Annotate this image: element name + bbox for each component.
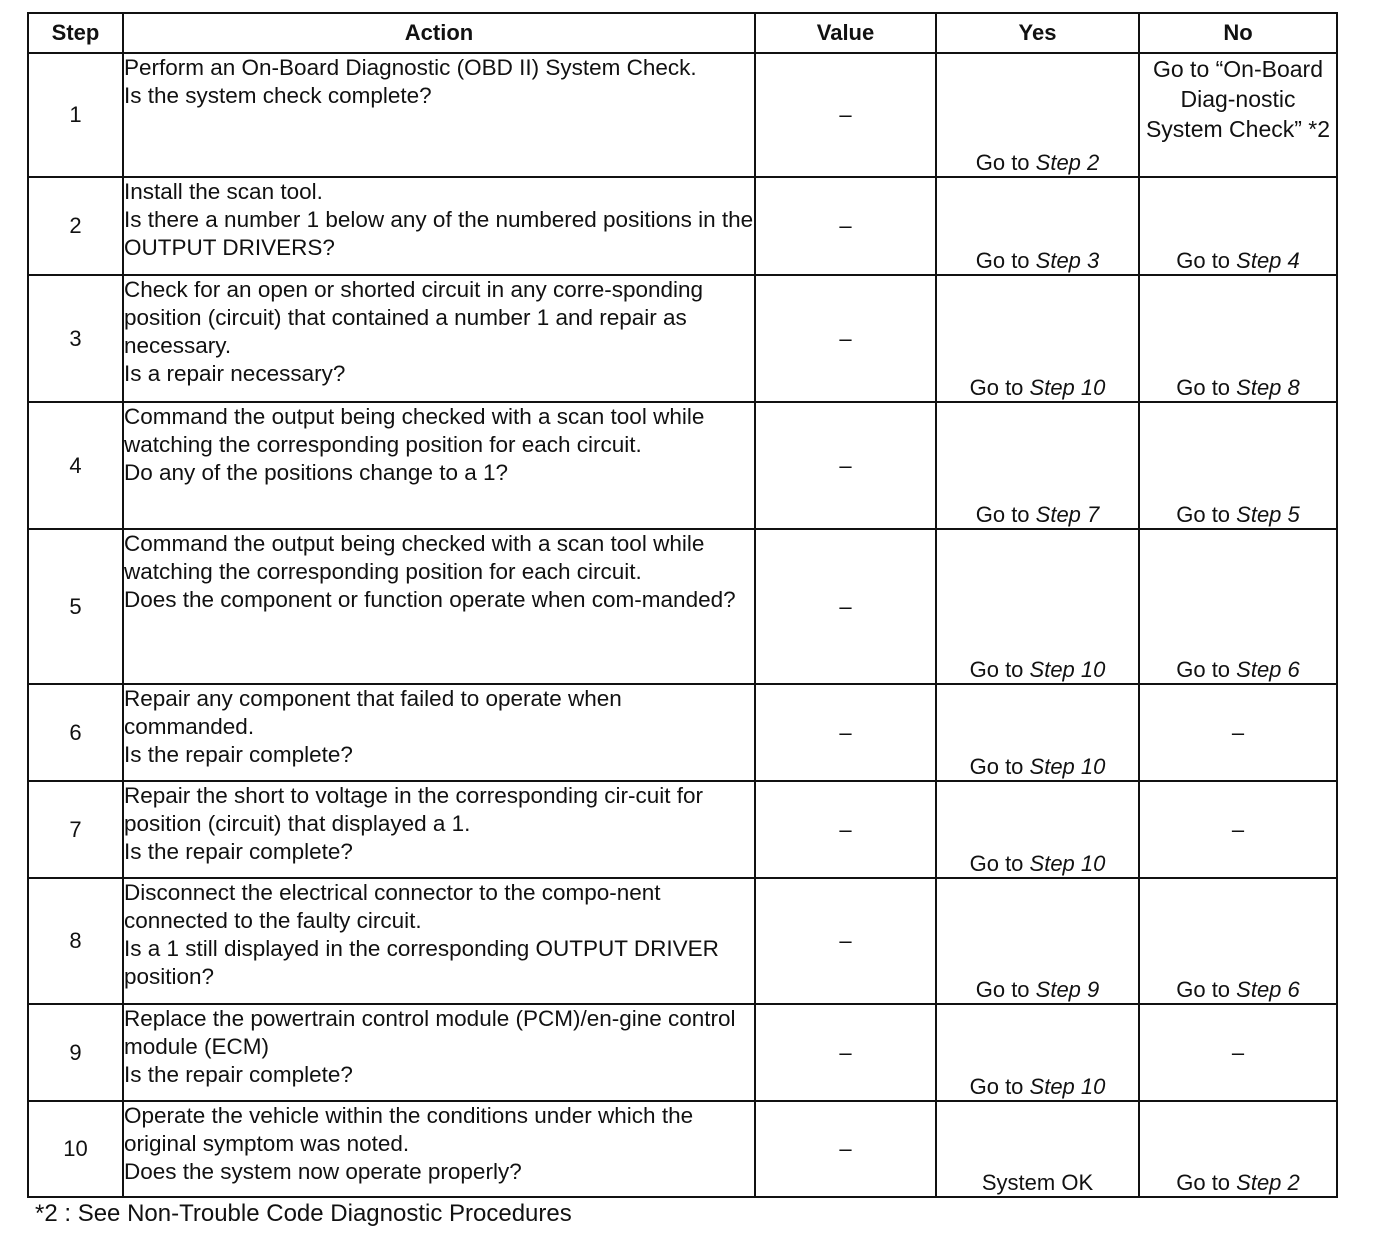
no-text: – [1231, 719, 1245, 745]
yes-cell [936, 177, 1139, 275]
action-line: Do any of the positions change to a 1? [124, 460, 509, 485]
action-cell [123, 177, 755, 275]
yes-cell [936, 275, 1139, 402]
action-line: Repair the short to voltage in the corresponding cir-cuit for position (circuit) that displayed a 1. [124, 783, 704, 836]
no-step-link[interactable]: Step 5 [1236, 502, 1300, 527]
no-go-to-prefix: Go to [1176, 977, 1237, 1002]
no-cell [1139, 1101, 1337, 1197]
no-cell [1139, 781, 1337, 878]
no-go-to-prefix: Go to [1176, 248, 1237, 273]
table-row [28, 402, 1337, 529]
yes-step-link[interactable]: Step 10 [1029, 657, 1106, 682]
action-line: Check for an open or shorted circuit in any corre-sponding position (circuit) that contained a number 1 and repair as necessary. [124, 277, 704, 358]
action-cell [123, 781, 755, 878]
action-line: Is there a number 1 below any of the numbered positions in the OUTPUT DRIVERS? [124, 207, 754, 260]
header-no: No [1139, 13, 1337, 53]
action-line: Is the repair complete? [124, 742, 353, 767]
no-cell [1139, 878, 1337, 1004]
value-cell: – [755, 684, 936, 781]
yes-cell [936, 1101, 1139, 1197]
yes-step-link[interactable]: Step 7 [1035, 502, 1100, 527]
no-go-to-prefix: Go to [1176, 502, 1237, 527]
table-row [28, 529, 1337, 684]
no-cell [1139, 529, 1337, 684]
no-cell [1139, 1004, 1337, 1101]
step-number: 8 [28, 878, 123, 1004]
value-cell: – [755, 177, 936, 275]
action-line: Command the output being checked with a scan tool while watching the corresponding position for each circuit. [124, 404, 705, 457]
yes-go-to-prefix: Go to [969, 657, 1030, 682]
action-cell [123, 878, 755, 1004]
no-step-link[interactable]: Step 8 [1236, 375, 1300, 400]
action-cell [123, 1004, 755, 1101]
value-cell: – [755, 275, 936, 402]
value-cell: – [755, 1101, 936, 1197]
yes-cell [936, 53, 1139, 177]
action-line: Disconnect the electrical connector to the compo-nent connected to the faulty circuit. [124, 880, 661, 933]
table-header-row [28, 13, 1337, 53]
footnote: *2 : See Non-Trouble Code Diagnostic Procedures [35, 1200, 572, 1227]
header-step: Step [28, 13, 123, 53]
table-row [28, 781, 1337, 878]
step-number: 6 [28, 684, 123, 781]
action-line: Is a 1 still displayed in the corresponding OUTPUT DRIVER position? [124, 936, 719, 989]
no-cell [1139, 275, 1337, 402]
diagnostic-table [27, 12, 1338, 1198]
yes-step-link[interactable]: Step 9 [1035, 977, 1100, 1002]
yes-go-to-prefix: Go to [969, 1074, 1030, 1099]
action-line: Replace the powertrain control module (PCM)/en-gine control module (ECM) [124, 1006, 736, 1059]
step-number: 4 [28, 402, 123, 529]
value-cell: – [755, 402, 936, 529]
yes-go-to-prefix: Go to [975, 502, 1036, 527]
no-text: – [1231, 816, 1245, 842]
no-text: – [1231, 1039, 1245, 1065]
action-line: Is a repair necessary? [124, 361, 346, 386]
step-number: 3 [28, 275, 123, 402]
action-line: Is the repair complete? [124, 1062, 353, 1087]
yes-step-link[interactable]: Step 10 [1029, 754, 1106, 779]
yes-cell [936, 781, 1139, 878]
header-action: Action [123, 13, 755, 53]
no-step-link[interactable]: Step 6 [1236, 977, 1300, 1002]
table-row [28, 53, 1337, 177]
action-cell [123, 402, 755, 529]
action-line: Install the scan tool. [124, 179, 323, 204]
header-yes: Yes [936, 13, 1139, 53]
table-row [28, 1101, 1337, 1197]
table-row [28, 878, 1337, 1004]
action-cell [123, 529, 755, 684]
no-cell [1139, 53, 1337, 177]
yes-text: System OK [981, 1170, 1094, 1195]
value-cell: – [755, 1004, 936, 1101]
step-number: 2 [28, 177, 123, 275]
no-step-link[interactable]: Step 2 [1236, 1170, 1300, 1195]
yes-cell [936, 684, 1139, 781]
step-number: 7 [28, 781, 123, 878]
no-go-to-prefix: Go to [1176, 657, 1237, 682]
no-cell [1139, 402, 1337, 529]
yes-cell [936, 878, 1139, 1004]
value-cell: – [755, 53, 936, 177]
yes-cell [936, 529, 1139, 684]
step-number: 1 [28, 53, 123, 177]
yes-go-to-prefix: Go to [975, 248, 1036, 273]
action-cell [123, 684, 755, 781]
header-value: Value [755, 13, 936, 53]
yes-step-link[interactable]: Step 10 [1029, 851, 1106, 876]
yes-cell [936, 1004, 1139, 1101]
action-line: Operate the vehicle within the conditions under which the original symptom was noted. [124, 1103, 694, 1156]
yes-step-link[interactable]: Step 10 [1029, 1074, 1106, 1099]
no-go-to-prefix: Go to [1176, 375, 1237, 400]
no-go-to-prefix: Go to [1176, 1170, 1237, 1195]
yes-go-to-prefix: Go to [969, 851, 1030, 876]
action-line: Repair any component that failed to operate when commanded. [124, 686, 622, 739]
value-cell: – [755, 781, 936, 878]
action-line: Does the system now operate properly? [124, 1159, 522, 1184]
yes-step-link[interactable]: Step 2 [1035, 150, 1100, 175]
action-line: Is the repair complete? [124, 839, 353, 864]
action-line: Command the output being checked with a scan tool while watching the corresponding position for each circuit. [124, 531, 705, 584]
step-number: 5 [28, 529, 123, 684]
table-row [28, 1004, 1337, 1101]
table-body [28, 53, 1337, 1197]
yes-step-link[interactable]: Step 10 [1029, 375, 1106, 400]
step-number: 10 [28, 1101, 123, 1197]
no-cell [1139, 684, 1337, 781]
action-cell [123, 53, 755, 177]
no-cell [1139, 177, 1337, 275]
no-step-link[interactable]: Step 4 [1236, 248, 1300, 273]
action-line: Is the system check complete? [124, 83, 432, 108]
yes-go-to-prefix: Go to [975, 150, 1036, 175]
yes-go-to-prefix: Go to [969, 375, 1030, 400]
table-row [28, 275, 1337, 402]
yes-go-to-prefix: Go to [969, 754, 1030, 779]
step-number: 9 [28, 1004, 123, 1101]
action-cell [123, 1101, 755, 1197]
table-row [28, 684, 1337, 781]
action-cell [123, 275, 755, 402]
value-cell: – [755, 878, 936, 1004]
yes-go-to-prefix: Go to [975, 977, 1036, 1002]
table-row [28, 177, 1337, 275]
no-text: Go to “On-Board Diag-nostic System Check” *2 [1145, 56, 1331, 142]
yes-cell [936, 402, 1139, 529]
action-line: Does the component or function operate when com-manded? [124, 587, 736, 612]
yes-step-link[interactable]: Step 3 [1035, 248, 1100, 273]
value-cell: – [755, 529, 936, 684]
action-line: Perform an On-Board Diagnostic (OBD II) System Check. [124, 55, 697, 80]
no-step-link[interactable]: Step 6 [1236, 657, 1300, 682]
